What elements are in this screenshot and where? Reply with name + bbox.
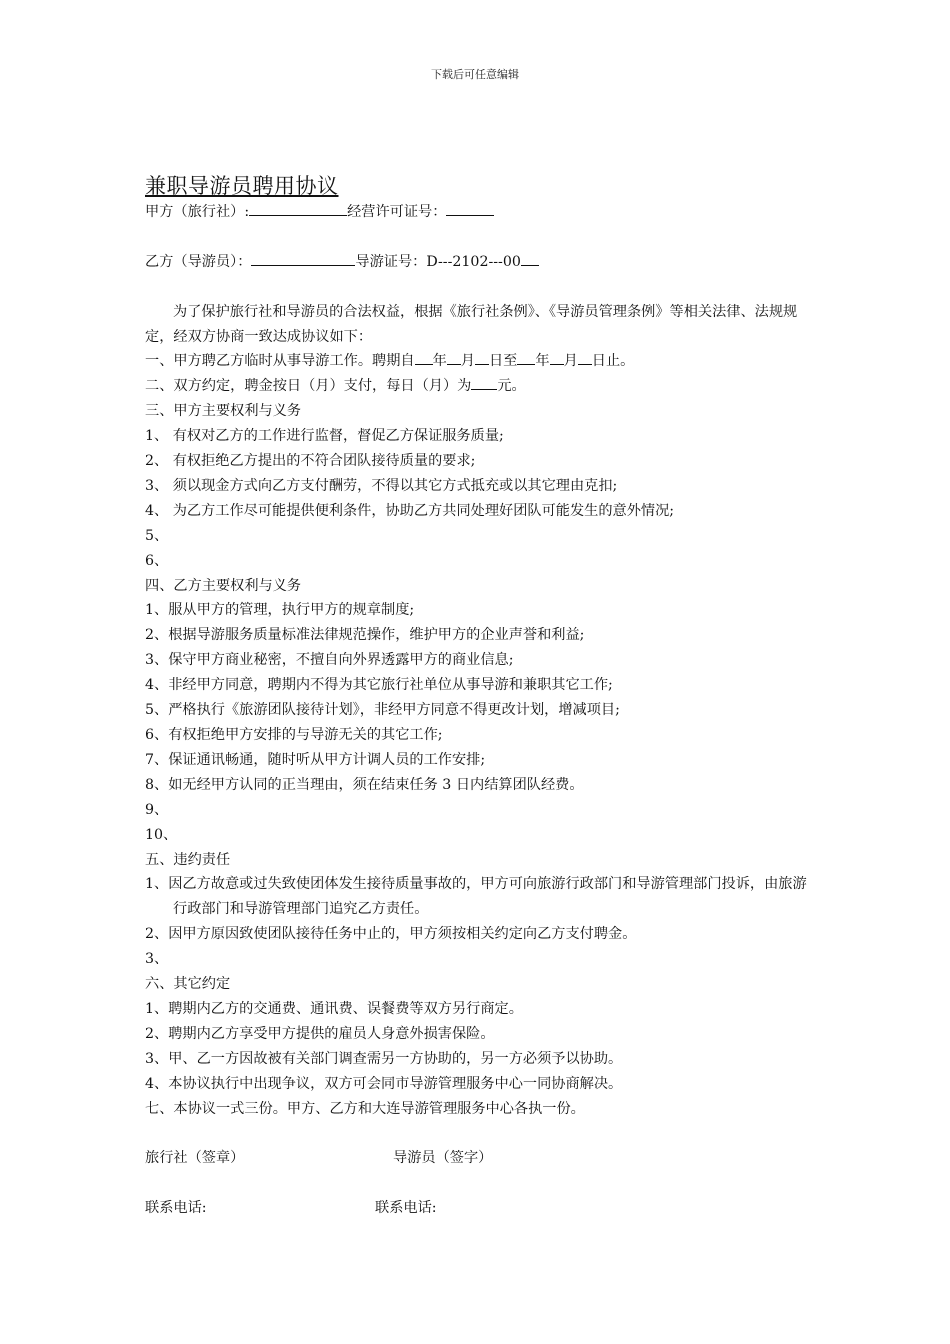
- party-a-blank[interactable]: [249, 214, 347, 216]
- guide-cert-label: 导游证号：D---2102---00: [355, 253, 521, 270]
- start-year-blank[interactable]: [415, 363, 433, 365]
- list-item: 1、因乙方故意或过失致使团体发生接待质量事故的，甲方可向旅游行政部门和导游管理部门投诉，由旅游行政部门和导游管理部门追究乙方责任。: [145, 876, 807, 918]
- end-month-blank[interactable]: [550, 363, 564, 365]
- list-item: 4、非经甲方同意，聘期内不得为其它旅行社单位从事导游和兼职其它工作;: [145, 677, 613, 694]
- agency-phone-label: 联系电话:: [145, 1200, 207, 1217]
- day-to-label: 日至: [488, 353, 518, 370]
- month-label: 月: [563, 353, 578, 370]
- list-item: 10、: [145, 826, 178, 843]
- end-year-blank[interactable]: [517, 363, 535, 365]
- list-item: 3、甲、乙一方因故被有关部门调查需另一方协助的，另一方必须予以协助。: [145, 1050, 623, 1067]
- section-4-heading: 四、乙方主要权利与义务: [145, 577, 302, 594]
- list-item: 6、: [145, 552, 169, 569]
- start-month-blank[interactable]: [447, 363, 461, 365]
- list-item: 8、如无经甲方认同的正当理由，须在结束任务 3 日内结算团队经费。: [145, 776, 584, 793]
- page-header-note: 下载后可任意编辑: [431, 68, 519, 81]
- phone-row: [145, 1196, 810, 1221]
- list-item: 3、保守甲方商业秘密，不擅自向外界透露甲方的商业信息;: [145, 652, 514, 669]
- party-b-label: 乙方（导游员）：: [145, 253, 252, 270]
- end-day-blank[interactable]: [578, 363, 592, 365]
- day-end-label: 日止。: [591, 353, 635, 370]
- yuan-label: 元。: [497, 378, 526, 395]
- list-item: 4、 为乙方工作尽可能提供便利条件，协助乙方共同处理好团队可能发生的意外情况;: [145, 502, 675, 519]
- list-item: 3、: [145, 951, 169, 968]
- guide-signature-label: 导游员（签字）: [393, 1150, 493, 1167]
- agency-signature-label: 旅行社（签章）: [145, 1150, 245, 1167]
- start-day-blank[interactable]: [475, 363, 489, 365]
- section-5-heading: 五、违约责任: [145, 851, 231, 868]
- section-3-heading: 三、甲方主要权利与义务: [145, 403, 302, 420]
- guide-phone-label: 联系电话:: [375, 1200, 437, 1217]
- guide-cert-blank[interactable]: [521, 264, 539, 266]
- license-blank[interactable]: [446, 214, 494, 216]
- list-item: 2、 有权拒绝乙方提出的不符合团队接待质量的要求;: [145, 453, 476, 470]
- clause-1: [145, 349, 810, 374]
- list-item: 9、: [145, 801, 169, 818]
- list-item: 6、有权拒绝甲方安排的与导游无关的其它工作;: [145, 727, 443, 743]
- list-item: 2、因甲方原因致使团队接待任务中止的，甲方须按相关约定向乙方支付聘金。: [145, 926, 637, 943]
- list-item: 5、: [145, 527, 169, 544]
- party-a-line: [145, 200, 810, 225]
- year-label: 年: [535, 353, 550, 370]
- contract-body: [145, 172, 810, 1221]
- list-item: 4、本协议执行中出现争议，双方可会同市导游管理服务中心一同协商解决。: [145, 1075, 623, 1092]
- list-item: 7、保证通讯畅通，随时听从甲方计调人员的工作安排;: [145, 751, 486, 768]
- party-a-label: 甲方（旅行社）:: [145, 204, 250, 220]
- party-b-line: [145, 250, 810, 275]
- clause-2: [145, 374, 810, 399]
- section-6-heading: 六、其它约定: [145, 976, 231, 993]
- clause-1-text: 一、甲方聘乙方临时从事导游工作。聘期自: [145, 353, 415, 370]
- signature-row: [145, 1146, 810, 1171]
- list-item: 2、聘期内乙方享受甲方提供的雇员人身意外损害保险。: [145, 1025, 495, 1042]
- clause-2-text: 二、双方约定，聘金按日（月）支付，每日（月）为: [145, 378, 472, 395]
- list-item: 3、 须以现金方式向乙方支付酬劳，不得以其它方式抵充或以其它理由克扣;: [145, 477, 618, 494]
- list-item: 1、聘期内乙方的交通费、通讯费、误餐费等双方另行商定。: [145, 1000, 523, 1017]
- fee-amount-blank[interactable]: [471, 388, 497, 390]
- document-title: 兼职导游员聘用协议: [145, 174, 339, 198]
- intro-paragraph: 为了保护旅行社和导游员的合法权益，根据《旅行社条例》、《导游员管理条例》等相关法律、法规规定，经双方协商一致达成协议如下：: [145, 303, 798, 345]
- list-item: 2、根据导游服务质量标准法律规范操作，维护甲方的企业声誉和利益;: [145, 627, 585, 644]
- license-label: 经营许可证号：: [347, 204, 447, 220]
- list-item: 1、服从甲方的管理，执行甲方的规章制度;: [145, 602, 415, 619]
- list-item: 5、严格执行《旅游团队接待计划》，非经甲方同意不得更改计划，增减项目;: [145, 702, 620, 719]
- month-label: 月: [460, 353, 475, 370]
- list-item: 1、 有权对乙方的工作进行监督，督促乙方保证服务质量;: [145, 428, 504, 445]
- year-label: 年: [432, 353, 447, 370]
- party-b-blank[interactable]: [251, 264, 355, 266]
- section-7: 七、本协议一式三份。甲方、乙方和大连导游管理服务中心各执一份。: [145, 1100, 585, 1117]
